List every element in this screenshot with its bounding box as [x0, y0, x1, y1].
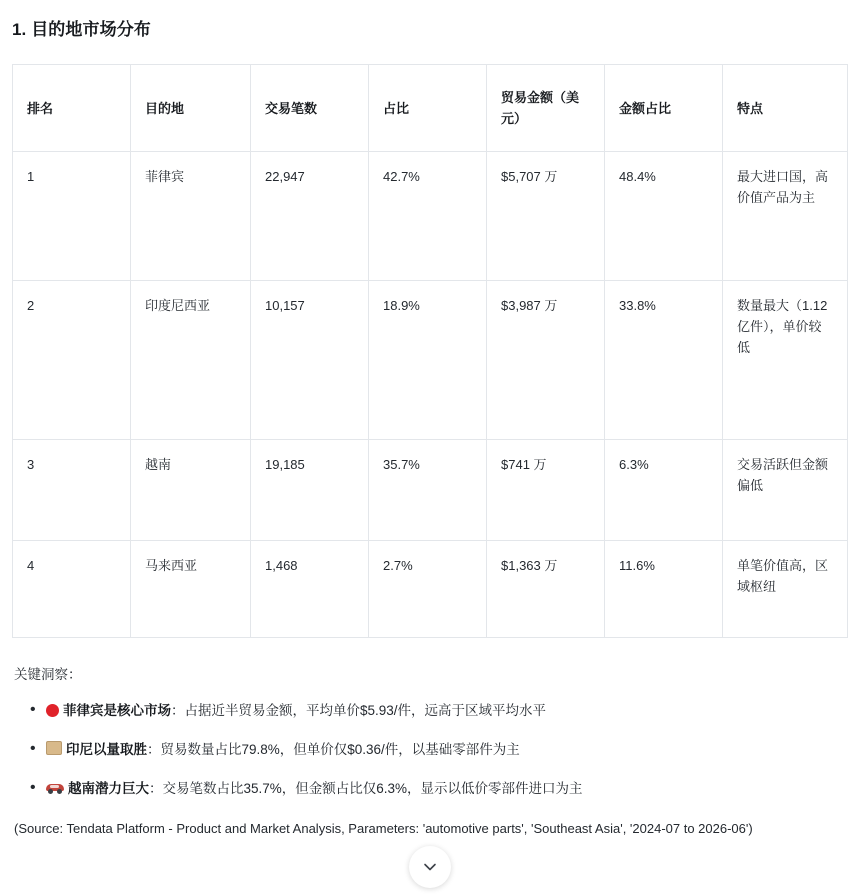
- cell-amount-share: 6.3%: [605, 440, 723, 541]
- cell-rank: 4: [13, 541, 131, 638]
- page-title: 1. 目的地市场分布: [12, 20, 151, 39]
- list-item: [30, 700, 847, 722]
- cell-destination: 马来西亚: [131, 541, 251, 638]
- cell-rank: 2: [13, 281, 131, 440]
- cell-rank: 3: [13, 440, 131, 541]
- list-item: [30, 778, 847, 800]
- cell-deals: 19,185: [251, 440, 369, 541]
- insight-title: 越南潜力巨大: [68, 781, 149, 796]
- insight-text: ：交易笔数占比35.7%，但金额占比仅6.3%，显示以低价零部件进口为主: [149, 781, 583, 796]
- source-note: (Source: Tendata Platform - Product and Market Analysis, Parameters: 'automotive parts', 'Southeast Asia', '2024-07 to 2026-06'): [14, 821, 753, 836]
- table-header-row: [13, 65, 848, 152]
- cell-note: 数量最大（1.12亿件），单价较低: [723, 281, 848, 440]
- cell-destination: 越南: [131, 440, 251, 541]
- cell-destination: 菲律宾: [131, 152, 251, 281]
- insight-text: ：占据近半贸易金额，平均单价$5.93/件，远高于区域平均水平: [171, 703, 547, 718]
- column-header-rank: 排名: [13, 65, 131, 152]
- cell-amount: $5,707 万: [487, 152, 605, 281]
- cell-amount-share: 11.6%: [605, 541, 723, 638]
- scroll-down-button[interactable]: [409, 846, 451, 888]
- table-row: [13, 440, 848, 541]
- cell-amount-share: 33.8%: [605, 281, 723, 440]
- cell-destination: 印度尼西亚: [131, 281, 251, 440]
- cell-share: 35.7%: [369, 440, 487, 541]
- column-header-note: 特点: [723, 65, 848, 152]
- cell-note: 交易活跃但金额偏低: [723, 440, 848, 541]
- cell-amount: $741 万: [487, 440, 605, 541]
- table-row: [13, 281, 848, 440]
- cell-share: 18.9%: [369, 281, 487, 440]
- table-header: [13, 65, 848, 152]
- list-item: [30, 739, 847, 761]
- cell-note: 单笔价值高，区域枢纽: [723, 541, 848, 638]
- table-row: [13, 152, 848, 281]
- cell-deals: 22,947: [251, 152, 369, 281]
- red-circle-icon: [46, 704, 59, 717]
- insights-label: 关键洞察：: [14, 667, 82, 682]
- column-header-destination: 目的地: [131, 65, 251, 152]
- column-header-share: 占比: [369, 65, 487, 152]
- car-icon: [46, 783, 64, 794]
- cell-share: 42.7%: [369, 152, 487, 281]
- insight-title: 菲律宾是核心市场: [63, 703, 171, 718]
- cell-amount: $1,363 万: [487, 541, 605, 638]
- cell-amount-share: 48.4%: [605, 152, 723, 281]
- cell-note: 最大进口国，高价值产品为主: [723, 152, 848, 281]
- insights-list: [12, 700, 847, 800]
- cell-amount: $3,987 万: [487, 281, 605, 440]
- column-header-amount-share: 金额占比: [605, 65, 723, 152]
- chevron-down-icon: [421, 858, 439, 876]
- insight-title: 印尼以量取胜: [66, 742, 147, 757]
- cell-deals: 1,468: [251, 541, 369, 638]
- destination-market-table: [12, 64, 848, 638]
- table-body: [13, 152, 848, 638]
- table-row: [13, 541, 848, 638]
- cell-share: 2.7%: [369, 541, 487, 638]
- column-header-deals: 交易笔数: [251, 65, 369, 152]
- cell-rank: 1: [13, 152, 131, 281]
- package-box-icon: [46, 741, 62, 755]
- cell-deals: 10,157: [251, 281, 369, 440]
- column-header-amount: 贸易金额（美元）: [487, 65, 605, 152]
- insight-text: ：贸易数量占比79.8%，但单价仅$0.36/件，以基础零部件为主: [147, 742, 520, 757]
